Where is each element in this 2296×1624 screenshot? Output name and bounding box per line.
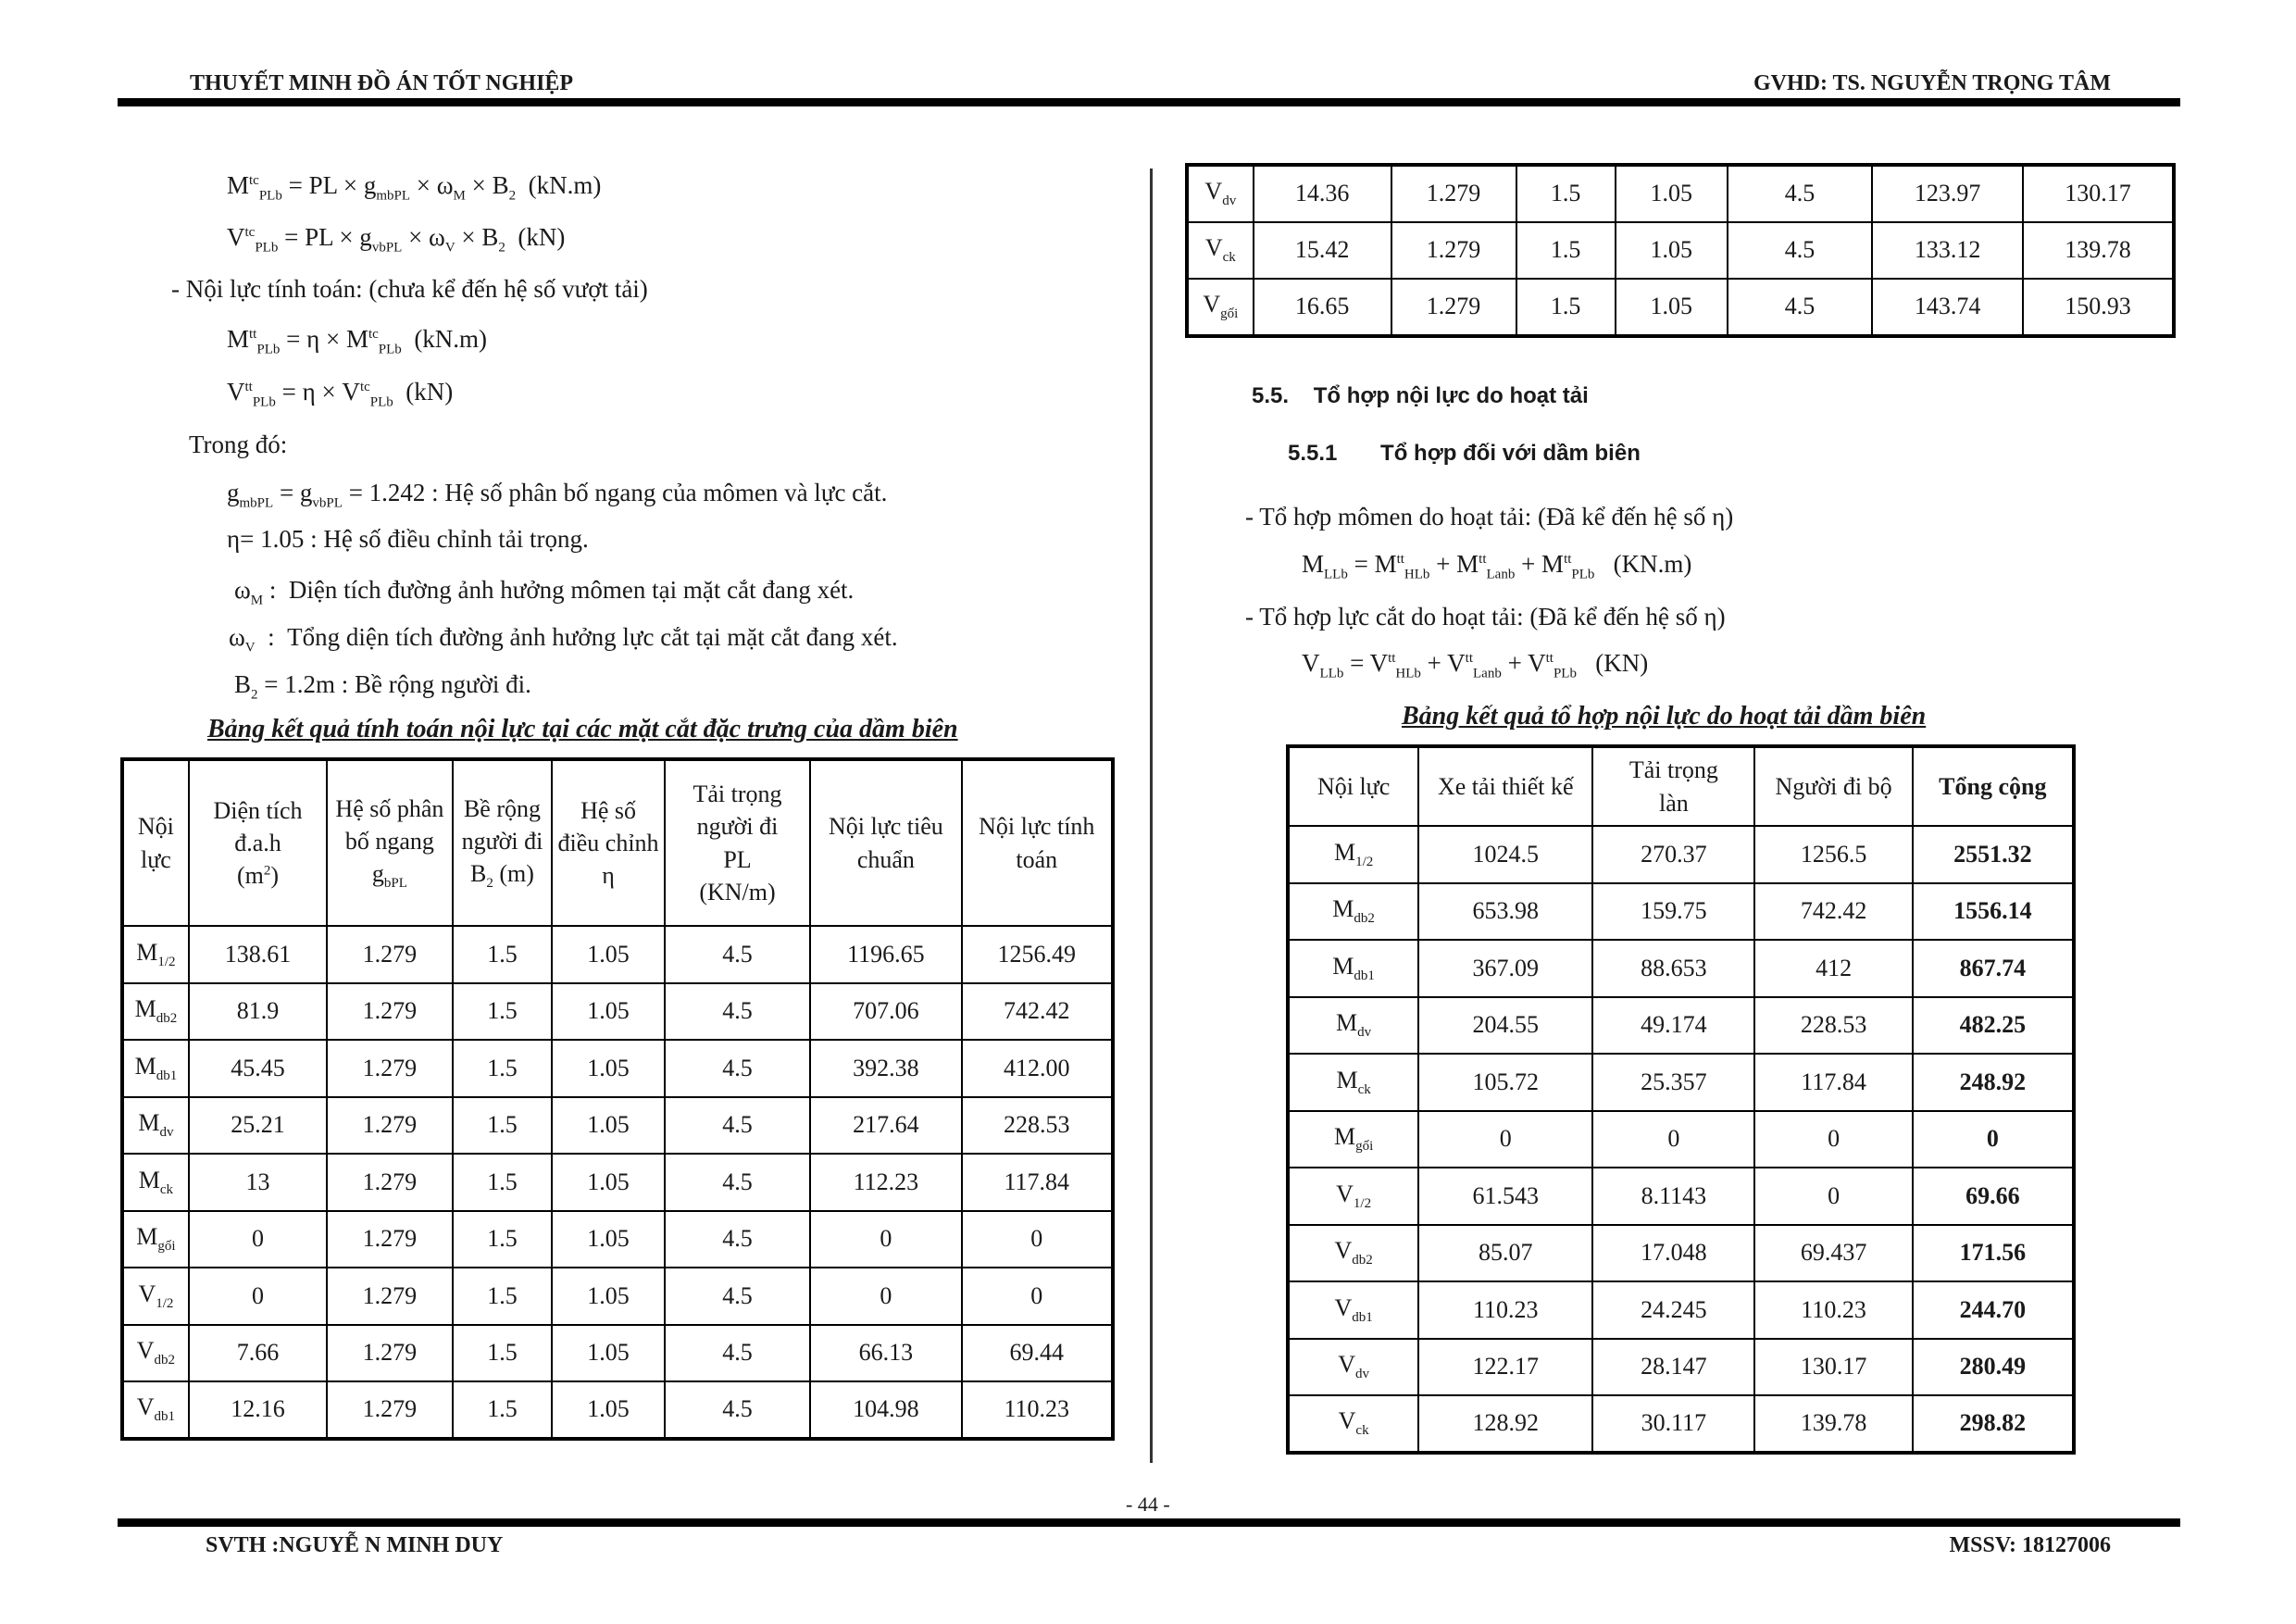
- combo-table-row-label: $V_{dv}$: [1288, 1339, 1418, 1396]
- left-table-row: [122, 1211, 1113, 1268]
- note-design-force: - Nội lực tính toán: (chưa kể đến hệ số vượt tải): [171, 275, 648, 303]
- section-5-5-heading: 5.5. Tổ hợp nội lực do hoạt tải: [1252, 383, 1589, 408]
- left-table-cell: 742.42: [962, 983, 1113, 1041]
- combo-table-row: [1288, 883, 2074, 941]
- left-table-header-row: [122, 759, 1113, 926]
- left-table-cell: 1.5: [453, 1381, 553, 1439]
- combo-table-row: [1288, 1111, 2074, 1168]
- left-table-cell: 228.53: [962, 1097, 1113, 1155]
- left-table-cell: 1.279: [327, 1268, 452, 1325]
- combo-table-cell: 1024.5: [1418, 826, 1592, 883]
- page-number: - 44 -: [1126, 1493, 1170, 1516]
- left-table-cell: 117.84: [962, 1154, 1113, 1211]
- left-table-cell: 1.5: [453, 1325, 553, 1382]
- left-table-cell: 4.5: [665, 1325, 810, 1382]
- right-cont-table-cell: 4.5: [1728, 222, 1872, 280]
- left-table-cell: 217.64: [810, 1097, 961, 1155]
- left-table-cell: 4.5: [665, 1268, 810, 1325]
- formula-moment-std: $M^{tc}_{PLb}$ = PL × $g_{mbPL} \times \omega_M \times B_2$ (kN.m): [227, 171, 602, 204]
- combo-table-cell: 117.84: [1754, 1054, 1912, 1111]
- left-table-cell: 1.05: [552, 1325, 665, 1382]
- right-cont-table-cell: 150.93: [2023, 279, 2174, 336]
- right-cont-table-cell: 133.12: [1872, 222, 2023, 280]
- combo-table-row-label: $M_{1/2}$: [1288, 826, 1418, 883]
- right-cont-table-row: [1187, 165, 2174, 222]
- right-cont-table-cell: 130.17: [2023, 165, 2174, 222]
- combo-table-row: [1288, 1054, 2074, 1111]
- left-table-cell: 1.279: [327, 1097, 452, 1155]
- combo-table-row: [1288, 1168, 2074, 1225]
- left-table-column-header: Tải trọng người đi PL (KN/m): [665, 759, 810, 926]
- combo-table-cell: 1256.5: [1754, 826, 1912, 883]
- combo-table-cell: 270.37: [1592, 826, 1754, 883]
- formula-shear-std: $V^{tc}_{PLb}$ = PL × $g_{vbPL} \times \omega_V \times B_2$ (kN): [227, 223, 566, 256]
- left-table-row-label: $M_{ck}$: [122, 1154, 189, 1211]
- header-rule: [118, 98, 2180, 106]
- right-cont-table-cell: 1.05: [1616, 279, 1728, 336]
- combo-table-cell: 128.92: [1418, 1395, 1592, 1453]
- left-table-cell: 1.279: [327, 926, 452, 983]
- formula-moment-design: $M^{tt}_{PLb} = \eta \times M^{tc}_{PLb}$ (kN.m): [227, 325, 488, 357]
- column-divider: [1150, 169, 1153, 1463]
- combo-table-cell: 28.147: [1592, 1339, 1754, 1396]
- combo-table-cell: 49.174: [1592, 997, 1754, 1055]
- combo-table-row-label: $M_{db2}$: [1288, 883, 1418, 941]
- combo-table-cell: 742.42: [1754, 883, 1912, 941]
- combo-table-column-header: Tổng cộng: [1913, 746, 2074, 826]
- left-table-cell: 4.5: [665, 1381, 810, 1439]
- combo-table-row: [1288, 997, 2074, 1055]
- left-table-cell: 1.279: [327, 1325, 452, 1382]
- right-cont-table-cell: 143.74: [1872, 279, 2023, 336]
- left-table-cell: 4.5: [665, 1211, 810, 1268]
- combo-table-cell: 280.49: [1913, 1339, 2074, 1396]
- left-table-cell: 4.5: [665, 1040, 810, 1097]
- left-table-column-header: Bề rộng người đi $B_2$ (m): [453, 759, 553, 926]
- combo-table-row: [1288, 940, 2074, 997]
- combo-table-cell: 0: [1754, 1168, 1912, 1225]
- combo-table-cell: 204.55: [1418, 997, 1592, 1055]
- footer-left: SVTH :NGUYỄ N MINH DUY: [206, 1533, 504, 1557]
- combo-table-cell: 110.23: [1418, 1281, 1592, 1339]
- left-table-cell: 1.279: [327, 1211, 452, 1268]
- left-table-cell: 1.5: [453, 1040, 553, 1097]
- left-table-cell: 12.16: [189, 1381, 327, 1439]
- combo-table-cell: 69.437: [1754, 1225, 1912, 1282]
- combo-table-row-label: $V_{ck}$: [1288, 1395, 1418, 1453]
- combo-table-cell: 412: [1754, 940, 1912, 997]
- combo-table-row-label: $V_{db1}$: [1288, 1281, 1418, 1339]
- combo-table-cell: 61.543: [1418, 1168, 1592, 1225]
- def-b2: $B_2 = 1.2m$ : Bề rộng người đi.: [234, 670, 531, 703]
- combo-table-cell: 159.75: [1592, 883, 1754, 941]
- left-table-cell: 0: [962, 1211, 1113, 1268]
- left-table-row-label: $M_{1/2}$: [122, 926, 189, 983]
- combo-table-row: [1288, 1339, 2074, 1396]
- left-table-row-label: $V_{db2}$: [122, 1325, 189, 1382]
- combo-table-cell: 482.25: [1913, 997, 2074, 1055]
- combo-table-cell: 8.1143: [1592, 1168, 1754, 1225]
- left-table-cell: 104.98: [810, 1381, 961, 1439]
- combo-table-column-header: Xe tải thiết kế: [1418, 746, 1592, 826]
- combo-table-row-label: $M_{gối}$: [1288, 1111, 1418, 1168]
- header-left: THUYẾT MINH ĐỒ ÁN TỐT NGHIỆP: [190, 71, 574, 95]
- moment-combo-note: - Tổ hợp mômen do hoạt tải: (Đã kể đến hệ số η): [1245, 503, 1734, 531]
- left-table-row-label: $M_{db2}$: [122, 983, 189, 1041]
- combination-results-table: [1286, 744, 2076, 1455]
- left-table-row: [122, 1325, 1113, 1382]
- combo-table-row: [1288, 826, 2074, 883]
- left-table-row-label: $V_{1/2}$: [122, 1268, 189, 1325]
- left-table-cell: 4.5: [665, 926, 810, 983]
- left-table-cell: 1.5: [453, 1097, 553, 1155]
- combo-table-column-header: Người đi bộ: [1754, 746, 1912, 826]
- left-table-cell: 1.279: [327, 1154, 452, 1211]
- combo-table-cell: 298.82: [1913, 1395, 2074, 1453]
- left-table-cell: 1196.65: [810, 926, 961, 983]
- combo-table-cell: 25.357: [1592, 1054, 1754, 1111]
- left-table-cell: 138.61: [189, 926, 327, 983]
- left-table-cell: 0: [189, 1268, 327, 1325]
- left-table-cell: 1.05: [552, 1211, 665, 1268]
- left-table-cell: 1.279: [327, 1381, 452, 1439]
- left-table-column-header: Nội lực tiêu chuẩn: [810, 759, 961, 926]
- combo-table-cell: 69.66: [1913, 1168, 2074, 1225]
- left-table-cell: 1.05: [552, 1040, 665, 1097]
- left-table-cell: 1.05: [552, 983, 665, 1041]
- left-table-cell: 1.05: [552, 1381, 665, 1439]
- section-5-5-1-heading: 5.5.1 Tổ hợp đối với dầm biên: [1288, 441, 1641, 466]
- combo-table-row-label: $M_{db1}$: [1288, 940, 1418, 997]
- right-cont-table-row-label: $V_{ck}$: [1187, 222, 1254, 280]
- left-table-cell: 0: [189, 1211, 327, 1268]
- combo-table-cell: 867.74: [1913, 940, 2074, 997]
- combo-table-cell: 248.92: [1913, 1054, 2074, 1111]
- combo-table-column-header: Nội lực: [1288, 746, 1418, 826]
- left-table-cell: 1.05: [552, 1268, 665, 1325]
- footer-rule: [118, 1518, 2180, 1527]
- combo-table-cell: 130.17: [1754, 1339, 1912, 1396]
- left-table-row: [122, 1040, 1113, 1097]
- combo-table-cell: 0: [1592, 1111, 1754, 1168]
- combo-table-cell: 367.09: [1418, 940, 1592, 997]
- right-table-title: Bảng kết quả tổ hợp nội lực do hoạt tải dầm biên: [1402, 702, 1927, 731]
- left-table-cell: 66.13: [810, 1325, 961, 1382]
- combo-table-cell: 0: [1418, 1111, 1592, 1168]
- right-cont-table-cell: 1.5: [1516, 165, 1616, 222]
- left-table-cell: 112.23: [810, 1154, 961, 1211]
- left-table-cell: 1.05: [552, 1097, 665, 1155]
- right-cont-table-cell: 1.279: [1391, 279, 1516, 336]
- right-cont-table-cell: 139.78: [2023, 222, 2174, 280]
- right-cont-table-cell: 1.05: [1616, 222, 1728, 280]
- combo-table-cell: 122.17: [1418, 1339, 1592, 1396]
- left-table-cell: 4.5: [665, 1097, 810, 1155]
- right-cont-table-cell: 16.65: [1254, 279, 1391, 336]
- right-cont-table-row-label: $V_{dv}$: [1187, 165, 1254, 222]
- combo-table-cell: 0: [1754, 1111, 1912, 1168]
- left-table-row: [122, 1097, 1113, 1155]
- left-table-cell: 1.5: [453, 1154, 553, 1211]
- left-table-row: [122, 983, 1113, 1041]
- left-table-cell: 45.45: [189, 1040, 327, 1097]
- left-table-cell: 1.05: [552, 926, 665, 983]
- left-table-cell: 110.23: [962, 1381, 1113, 1439]
- left-table-row: [122, 926, 1113, 983]
- combo-table-cell: 228.53: [1754, 997, 1912, 1055]
- left-table-cell: 69.44: [962, 1325, 1113, 1382]
- right-cont-table-cell: 15.42: [1254, 222, 1391, 280]
- left-table-cell: 1.5: [453, 926, 553, 983]
- def-distribution-factor: $g_{mbPL} = g_{vbPL} = 1.242$ : Hệ số phân bố ngang của mômen và lực cắt.: [227, 479, 888, 511]
- left-table-row: [122, 1381, 1113, 1439]
- combo-table-cell: 88.653: [1592, 940, 1754, 997]
- left-table-column-header: Hệ số phân bố ngang $g_{bPL}$: [327, 759, 452, 926]
- combo-table-cell: 105.72: [1418, 1054, 1592, 1111]
- left-table-cell: 0: [810, 1211, 961, 1268]
- shear-combo-formula: $V_{LLb} = V^{tt}_{HLb} + V^{tt}_{Lanb} + V^{tt}_{PLb}$ (KN): [1302, 649, 1649, 681]
- left-table-cell: 1.5: [453, 983, 553, 1041]
- left-table-cell: 1.279: [327, 983, 452, 1041]
- left-table-row-label: $M_{db1}$: [122, 1040, 189, 1097]
- left-table-row-label: $V_{db1}$: [122, 1381, 189, 1439]
- left-table-cell: 1.279: [327, 1040, 452, 1097]
- header-right: GVHD: TS. NGUYỄN TRỌNG TÂM: [1753, 71, 2111, 95]
- left-table-cell: 392.38: [810, 1040, 961, 1097]
- combo-table-header-row: [1288, 746, 2074, 826]
- right-cont-table-cell: 1.05: [1616, 165, 1728, 222]
- left-table-cell: 81.9: [189, 983, 327, 1041]
- combo-table-cell: 1556.14: [1913, 883, 2074, 941]
- moment-combo-formula: $M_{LLb} = M^{tt}_{HLb} + M^{tt}_{Lanb} + M^{tt}_{PLb}$ (KN.m): [1302, 550, 1692, 582]
- left-table-cell: 1.05: [552, 1154, 665, 1211]
- shear-combo-note: - Tổ hợp lực cắt do hoạt tải: (Đã kể đến hệ số η): [1245, 603, 1726, 631]
- left-table-row-label: $M_{gối}$: [122, 1211, 189, 1268]
- left-table-cell: 13: [189, 1154, 327, 1211]
- left-table-cell: 1.5: [453, 1211, 553, 1268]
- footer-right: MSSV: 18127006: [1949, 1533, 2111, 1557]
- left-table-cell: 0: [810, 1268, 961, 1325]
- combo-table-cell: 2551.32: [1913, 826, 2074, 883]
- left-table-cell: 4.5: [665, 983, 810, 1041]
- right-cont-table-row-label: $V_{gối}$: [1187, 279, 1254, 336]
- left-table-cell: 7.66: [189, 1325, 327, 1382]
- left-table-cell: 412.00: [962, 1040, 1113, 1097]
- right-cont-table-cell: 1.5: [1516, 279, 1616, 336]
- combo-table-cell: 139.78: [1754, 1395, 1912, 1453]
- left-table-cell: 1.5: [453, 1268, 553, 1325]
- combo-table-row-label: $M_{ck}$: [1288, 1054, 1418, 1111]
- left-table-cell: 4.5: [665, 1154, 810, 1211]
- right-continued-table: [1185, 163, 2176, 338]
- left-table-cell: 0: [962, 1268, 1113, 1325]
- combo-table-row: [1288, 1281, 2074, 1339]
- combo-table-cell: 0: [1913, 1111, 2074, 1168]
- combo-table-row-label: $V_{db2}$: [1288, 1225, 1418, 1282]
- left-table-row: [122, 1268, 1113, 1325]
- right-cont-table-row: [1187, 279, 2174, 336]
- combo-table-cell: 85.07: [1418, 1225, 1592, 1282]
- combo-table-row-label: $M_{dv}$: [1288, 997, 1418, 1055]
- combo-table-cell: 17.048: [1592, 1225, 1754, 1282]
- combo-table-column-header: Tải trọng làn: [1592, 746, 1754, 826]
- right-cont-table-cell: 1.279: [1391, 222, 1516, 280]
- combo-table-row-label: $V_{1/2}$: [1288, 1168, 1418, 1225]
- left-table-cell: 25.21: [189, 1097, 327, 1155]
- def-omega-v: $\omega_V$ : Tổng diện tích đường ảnh hưởng lực cắt tại mặt cắt đang xét.: [229, 623, 898, 656]
- left-table-row-label: $M_{dv}$: [122, 1097, 189, 1155]
- combo-table-cell: 24.245: [1592, 1281, 1754, 1339]
- combo-table-cell: 171.56: [1913, 1225, 2074, 1282]
- def-omega-m: $\omega_M$ : Diện tích đường ảnh hưởng mômen tại mặt cắt đang xét.: [234, 576, 855, 608]
- left-table-row: [122, 1154, 1113, 1211]
- left-table-column-header: Hệ số điều chỉnh η: [552, 759, 665, 926]
- left-table-title: Bảng kết quả tính toán nội lực tại các mặt cắt đặc trưng của dầm biên: [207, 715, 958, 743]
- right-cont-table-cell: 1.5: [1516, 222, 1616, 280]
- left-table-column-header: Diện tích đ.a.h $(m^2)$: [189, 759, 327, 926]
- combo-table-cell: 110.23: [1754, 1281, 1912, 1339]
- right-cont-table-cell: 14.36: [1254, 165, 1391, 222]
- right-cont-table-cell: 1.279: [1391, 165, 1516, 222]
- right-cont-table-cell: 4.5: [1728, 279, 1872, 336]
- combo-table-cell: 30.117: [1592, 1395, 1754, 1453]
- formula-shear-design: $V^{tt}_{PLb} = \eta \times V^{tc}_{PLb}$ (kN): [227, 378, 454, 410]
- left-results-table: [120, 757, 1115, 1441]
- left-table-column-header: Nội lực: [122, 759, 189, 926]
- left-table-cell: 707.06: [810, 983, 961, 1041]
- combo-table-cell: 653.98: [1418, 883, 1592, 941]
- left-table-cell: 1256.49: [962, 926, 1113, 983]
- where-label: Trong đó:: [189, 431, 288, 458]
- right-cont-table-cell: 4.5: [1728, 165, 1872, 222]
- left-table-column-header: Nội lực tính toán: [962, 759, 1113, 926]
- combo-table-row: [1288, 1395, 2074, 1453]
- combo-table-cell: 244.70: [1913, 1281, 2074, 1339]
- def-eta: η= 1.05 : Hệ số điều chỉnh tải trọng.: [227, 525, 589, 553]
- right-cont-table-row: [1187, 222, 2174, 280]
- right-cont-table-cell: 123.97: [1872, 165, 2023, 222]
- combo-table-row: [1288, 1225, 2074, 1282]
